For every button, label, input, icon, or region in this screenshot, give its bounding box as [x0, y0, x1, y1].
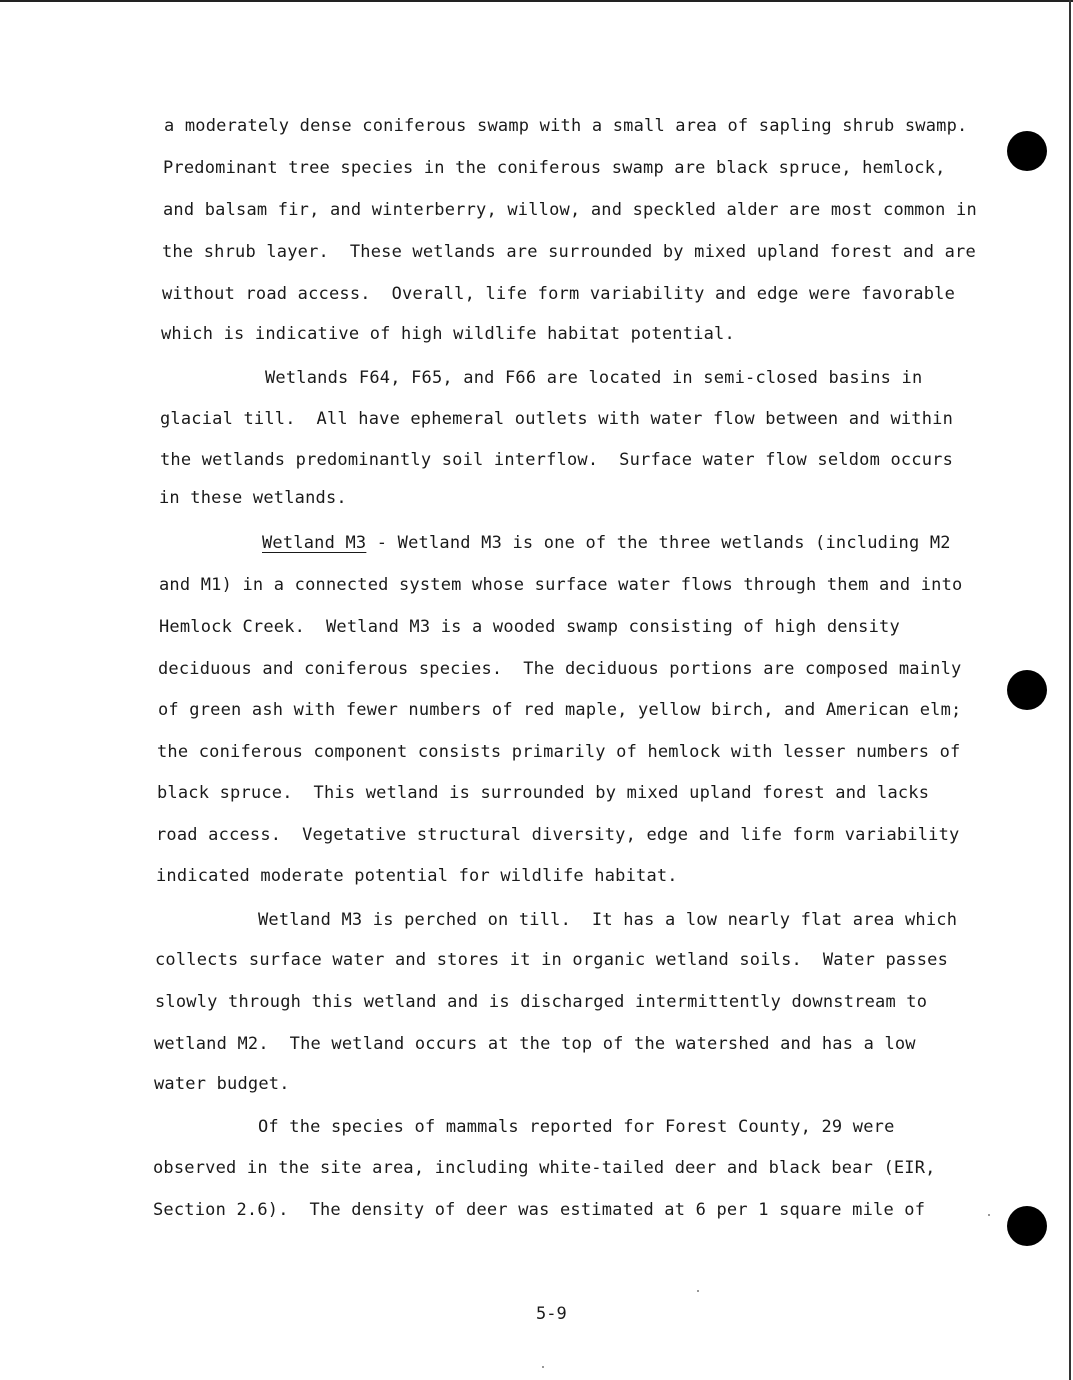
text-line: and balsam fir, and winterberry, willow, and speckled alder are most common in: [163, 200, 977, 220]
text-line: the coniferous component consists primarily of hemlock with lesser numbers of: [157, 742, 961, 762]
text-line: Wetland M3 is perched on till. It has a low nearly flat area which: [258, 910, 958, 930]
text-line: Wetlands F64, F65, and F66 are located in semi-closed basins in: [265, 368, 923, 388]
text-line: and M1) in a connected system whose surface water flows through them and into: [159, 575, 963, 595]
scan-speck: [988, 1214, 990, 1216]
text-line: Predominant tree species in the coniferous swamp are black spruce, hemlock,: [163, 158, 946, 178]
text-line: glacial till. All have ephemeral outlets with water flow between and within: [160, 409, 954, 429]
section-heading-wetland-m3: Wetland M3: [262, 533, 367, 553]
text-line: in these wetlands.: [159, 488, 347, 508]
text-line: [262, 533, 951, 553]
text-line: slowly through this wetland and is discharged intermittently downstream to: [155, 992, 928, 1012]
binder-hole-icon: [1007, 131, 1047, 171]
text-line-continuation: - Wetland M3 is one of the three wetlands (including M2: [366, 533, 951, 553]
text-line: deciduous and coniferous species. The deciduous portions are composed mainly: [158, 659, 962, 679]
text-line: which is indicative of high wildlife habitat potential.: [161, 324, 735, 344]
text-line: black spruce. This wetland is surrounded by mixed upland forest and lacks: [157, 783, 930, 803]
text-line: indicated moderate potential for wildlife habitat.: [156, 866, 678, 886]
text-line: water budget.: [154, 1074, 290, 1094]
text-line: Hemlock Creek. Wetland M3 is a wooded swamp consisting of high density: [159, 617, 900, 637]
binder-hole-icon: [1007, 670, 1047, 710]
text-line: the shrub layer. These wetlands are surrounded by mixed upland forest and are: [162, 242, 976, 262]
text-line: observed in the site area, including white-tailed deer and black bear (EIR,: [153, 1158, 936, 1178]
text-line: collects surface water and stores it in organic wetland soils. Water passes: [155, 950, 949, 970]
text-line: road access. Vegetative structural diversity, edge and life form variability: [156, 825, 960, 845]
text-line: of green ash with fewer numbers of red maple, yellow birch, and American elm;: [158, 700, 962, 720]
scan-speck: [697, 1290, 699, 1292]
page-number: 5-9: [536, 1304, 567, 1324]
text-line: Section 2.6). The density of deer was estimated at 6 per 1 square mile of: [153, 1200, 926, 1220]
text-line: the wetlands predominantly soil interflow. Surface water flow seldom occurs: [160, 450, 954, 470]
text-line: wetland M2. The wetland occurs at the top of the watershed and has a low: [154, 1034, 916, 1054]
text-line: without road access. Overall, life form variability and edge were favorable: [162, 284, 956, 304]
text-line: Of the species of mammals reported for Forest County, 29 were: [258, 1117, 895, 1137]
scan-speck: [542, 1366, 544, 1368]
binder-hole-icon: [1007, 1206, 1047, 1246]
text-line: a moderately dense coniferous swamp with a small area of sapling shrub swamp.: [164, 116, 968, 136]
